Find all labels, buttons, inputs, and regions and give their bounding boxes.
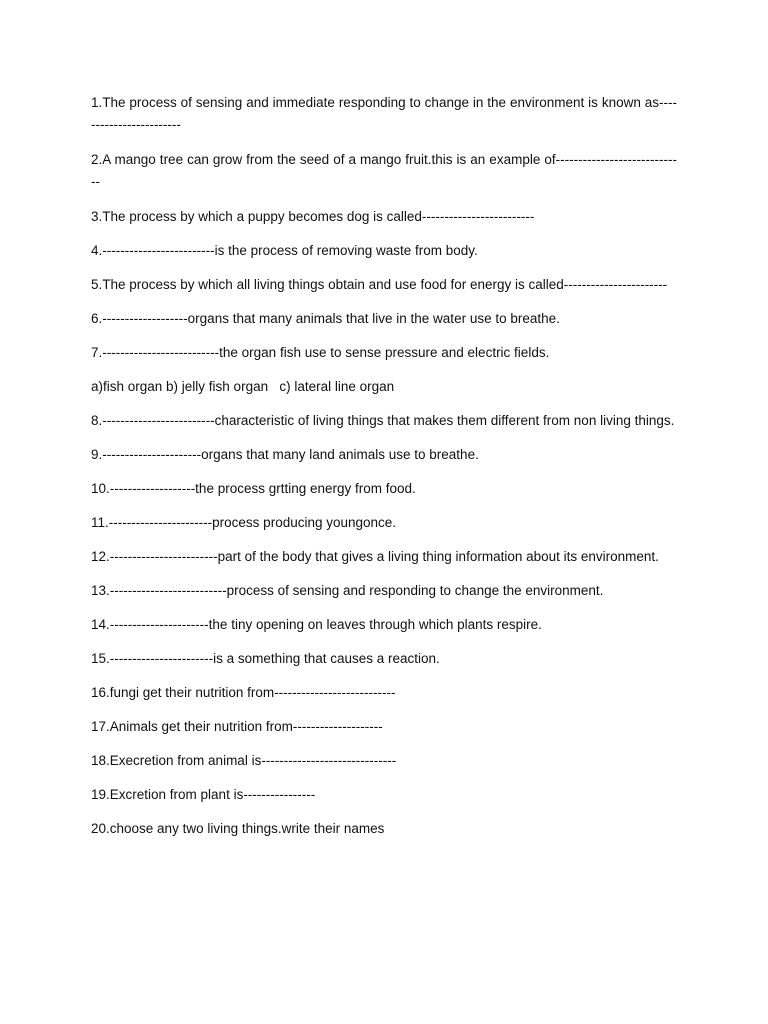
question-19: 19.Excretion from plant is---------------- — [91, 787, 316, 802]
question-3: 3.The process by which a puppy becomes dog is called------------------------- — [91, 209, 535, 224]
question-20: 20.choose any two living things.write their names — [91, 821, 385, 836]
question-9: 9.----------------------organs that many land animals use to breathe. — [91, 447, 479, 462]
question-4: 4.-------------------------is the process of removing waste from body. — [91, 243, 478, 258]
question-13: 13.--------------------------process of sensing and responding to change the environment. — [91, 583, 604, 598]
question-16: 16.fungi get their nutrition from--------------------------- — [91, 685, 396, 700]
question-1: 1.The process of sensing and immediate responding to change in the environment is known as------------------------ — [91, 95, 677, 132]
question-2: 2.A mango tree can grow from the seed of a mango fruit.this is an example of----------------------------- — [91, 152, 677, 189]
question-17: 17.Animals get their nutrition from-------------------- — [91, 719, 383, 734]
question-7: 7.--------------------------the organ fish use to sense pressure and electric fields. — [91, 345, 550, 360]
question-6: 6.-------------------organs that many animals that live in the water use to breathe. — [91, 311, 560, 326]
worksheet-content — [91, 92, 677, 840]
question-10: 10.-------------------the process grtting energy from food. — [91, 481, 416, 496]
question-8: 8.-------------------------characteristic of living things that makes them different from non living things. — [91, 413, 675, 428]
question-15: 15.-----------------------is a something that causes a reaction. — [91, 651, 440, 666]
question-7-options: a)fish organ b) jelly fish organ c) lateral line organ — [91, 379, 395, 394]
question-12: 12.------------------------part of the body that gives a living thing information about its environment. — [91, 549, 659, 564]
question-11: 11.-----------------------process producing youngonce. — [91, 515, 397, 530]
question-5: 5.The process by which all living things obtain and use food for energy is called----------------------- — [91, 277, 668, 292]
question-18: 18.Execretion from animal is------------------------------ — [91, 753, 397, 768]
question-14: 14.----------------------the tiny opening on leaves through which plants respire. — [91, 617, 542, 632]
